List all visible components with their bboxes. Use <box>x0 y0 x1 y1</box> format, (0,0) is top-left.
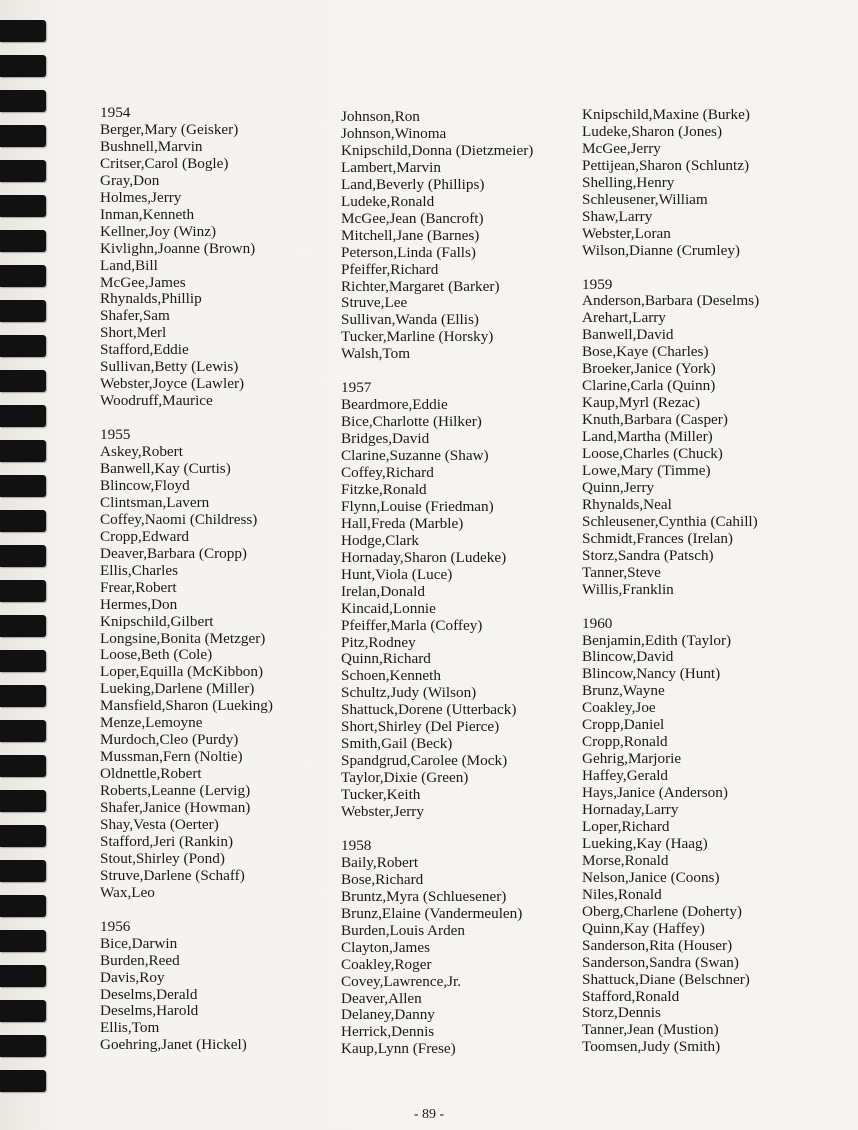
student-name: Shafer,Sam <box>100 307 170 325</box>
binding-ring <box>0 755 46 777</box>
student-name: Rhynalds,Phillip <box>100 290 202 308</box>
student-name: Covey,Lawrence,Jr. <box>341 972 462 990</box>
student-name: Frear,Robert <box>100 578 177 596</box>
binding-ring <box>0 825 46 847</box>
class-section <box>582 616 759 1057</box>
binding-ring <box>0 335 46 357</box>
binding-ring <box>0 265 46 287</box>
student-name: Schleusener,Cynthia (Cahill) <box>582 512 758 530</box>
binding-ring <box>0 55 46 77</box>
student-name: Baily,Robert <box>341 853 419 871</box>
student-name: Bruntz,Myra (Schluesener) <box>341 887 507 905</box>
binding-ring <box>0 1000 46 1022</box>
student-name: Kivlighn,Joanne (Brown) <box>100 239 256 257</box>
student-name: Oldnettle,Robert <box>100 765 202 783</box>
binding-ring <box>0 20 46 42</box>
student-name: Stafford,Ronald <box>582 987 680 1005</box>
student-name: Inman,Kenneth <box>100 205 195 223</box>
student-name: Ellis,Charles <box>100 561 179 579</box>
binding-ring <box>0 895 46 917</box>
class-section <box>341 109 533 363</box>
student-name: Storz,Sandra (Patsch) <box>582 546 714 564</box>
student-name: Toomsen,Judy (Smith) <box>582 1038 721 1056</box>
student-name: Shafer,Janice (Howman) <box>100 799 251 817</box>
student-name: Banwell,Kay (Curtis) <box>100 460 231 477</box>
student-name: Loose,Charles (Chuck) <box>582 445 723 463</box>
student-name: Blincow,Nancy (Hunt) <box>582 665 721 683</box>
class-year-heading: 1955 <box>100 426 131 444</box>
student-name: Mansfield,Sharon (Lueking) <box>100 697 273 715</box>
student-name: Morse,Ronald <box>582 851 669 869</box>
class-year-heading: 1960 <box>582 614 613 632</box>
student-name: Storz,Dennis <box>582 1004 661 1022</box>
class-year-heading: 1959 <box>582 275 613 293</box>
student-name: Shattuck,Diane (Belschner) <box>582 970 750 988</box>
student-name: Pfeiffer,Richard <box>341 260 439 278</box>
student-name: Beardmore,Eddie <box>341 396 448 414</box>
student-name: Stafford,Jeri (Rankin) <box>100 832 234 850</box>
binding-ring <box>0 790 46 812</box>
student-name: Stafford,Eddie <box>100 341 189 359</box>
binding-ring <box>0 965 46 987</box>
column-2 <box>341 109 533 1075</box>
student-name: Stout,Shirley (Pond) <box>100 849 225 867</box>
binding-ring <box>0 370 46 392</box>
student-name: Struve,Darlene (Schaff) <box>100 866 245 884</box>
column-1 <box>100 105 273 1071</box>
student-name: Kincaid,Lonnie <box>341 599 436 617</box>
binding-ring <box>0 685 46 707</box>
student-name: Benjamin,Edith (Taylor) <box>582 631 732 649</box>
binding-ring <box>0 1070 46 1092</box>
class-section <box>582 277 759 599</box>
student-name: Goehring,Janet (Hickel) <box>100 1036 247 1054</box>
student-name: Berger,Mary (Geisker) <box>100 120 239 138</box>
student-name: Sullivan,Betty (Lewis) <box>100 358 239 376</box>
student-name: Knipschild,Gilbert <box>100 612 214 630</box>
student-name: Hornaday,Larry <box>582 801 679 819</box>
student-name: Short,Shirley (Del Pierce) <box>341 718 500 736</box>
student-name: Banwell,David <box>582 326 674 344</box>
student-name: Deselms,Derald <box>100 985 198 1003</box>
student-name: Pettijean,Sharon (Schluntz) <box>582 156 750 174</box>
binding-ring <box>0 475 46 497</box>
class-section <box>100 427 273 902</box>
student-name: Bose,Kaye (Charles) <box>582 343 709 361</box>
student-name: Bridges,David <box>341 430 430 448</box>
student-name: Schultz,Judy (Wilson) <box>341 684 477 702</box>
student-name: Nelson,Janice (Coons) <box>582 868 720 886</box>
class-section <box>341 380 533 821</box>
student-name: Taylor,Dixie (Green) <box>341 769 469 787</box>
student-name: Struve,Lee <box>341 294 408 312</box>
student-name: Bushnell,Marvin <box>100 137 203 155</box>
student-name: Shaw,Larry <box>582 207 653 225</box>
student-name: Pfeiffer,Marla (Coffey) <box>341 616 483 634</box>
student-name: Lambert,Marvin <box>341 158 441 176</box>
binding-ring <box>0 545 46 567</box>
class-year-heading: 1957 <box>341 379 372 397</box>
student-name: Tucker,Marline (Horsky) <box>341 328 494 346</box>
student-name: Gehrig,Marjorie <box>582 750 682 768</box>
student-name: Roberts,Leanne (Lervig) <box>100 782 251 800</box>
student-name: Herrick,Dennis <box>341 1023 435 1041</box>
student-name: Mitchell,Jane (Barnes) <box>341 226 480 244</box>
student-name: Deaver,Allen <box>341 989 422 1007</box>
student-name: Clintsman,Lavern <box>100 493 210 511</box>
student-name: Sullivan,Wanda (Ellis) <box>341 311 479 329</box>
student-name: Knuth,Barbara (Casper) <box>582 411 728 429</box>
student-name: Lueking,Darlene (Miller) <box>100 680 255 698</box>
student-name: Blincow,Floyd <box>100 476 190 494</box>
binding-ring <box>0 720 46 742</box>
student-name: Loper,Equilla (McKibbon) <box>100 663 264 681</box>
student-name: McGee,Jerry <box>582 139 661 157</box>
binding-ring <box>0 650 46 672</box>
student-name: Niles,Ronald <box>582 885 662 903</box>
student-name: Brunz,Elaine (Vandermeulen) <box>341 904 523 922</box>
binding-ring <box>0 90 46 112</box>
student-name: Haffey,Gerald <box>582 767 669 785</box>
student-name: Shay,Vesta (Oerter) <box>100 816 219 834</box>
page-number: - 89 - <box>413 1107 445 1122</box>
student-name: Flynn,Louise (Friedman) <box>341 497 494 515</box>
student-name: Spandgrud,Carolee (Mock) <box>341 752 508 770</box>
student-name: Schmidt,Frances (Irelan) <box>582 529 733 547</box>
student-name: Broeker,Janice (York) <box>582 360 716 378</box>
student-name: Coakley,Roger <box>341 955 432 973</box>
binding-ring <box>0 930 46 952</box>
student-name: Delaney,Danny <box>341 1006 435 1024</box>
student-name: Sanderson,Rita (Houser) <box>582 936 733 954</box>
student-name: Tanner,Jean (Mustion) <box>582 1021 719 1039</box>
student-name: Wax,Leo <box>100 883 155 901</box>
binding-ring <box>0 615 46 637</box>
student-name: Arehart,Larry <box>582 309 666 327</box>
student-name: Cropp,Ronald <box>582 733 668 751</box>
student-name: Wilson,Dianne (Crumley) <box>582 241 740 259</box>
student-name: Quinn,Jerry <box>582 478 655 496</box>
student-name: Lowe,Mary (Timme) <box>582 462 711 479</box>
student-name: Bose,Richard <box>341 870 424 888</box>
binding-ring <box>0 580 46 602</box>
student-name: Gray,Don <box>100 171 160 189</box>
student-name: Knipschild,Maxine (Burke) <box>582 106 750 123</box>
binding-ring <box>0 510 46 532</box>
student-name: Cropp,Daniel <box>582 716 665 734</box>
binding-ring <box>0 195 46 217</box>
class-section <box>100 919 273 1055</box>
student-name: Burden,Reed <box>100 951 180 969</box>
class-section <box>100 105 273 410</box>
student-name: Walsh,Tom <box>341 345 411 363</box>
student-name: Land,Bill <box>100 256 158 274</box>
student-name: Burden,Louis Arden <box>341 921 466 939</box>
student-name: Hornaday,Sharon (Ludeke) <box>341 548 507 566</box>
student-name: Hunt,Viola (Luce) <box>341 565 453 583</box>
student-name: Clarine,Carla (Quinn) <box>582 377 716 395</box>
student-name: Irelan,Donald <box>341 582 425 600</box>
student-name: Davis,Roy <box>100 968 165 986</box>
student-name: Quinn,Richard <box>341 650 431 668</box>
student-name: Webster,Joyce (Lawler) <box>100 375 245 393</box>
student-name: Lueking,Kay (Haag) <box>582 834 708 852</box>
student-name: Short,Merl <box>100 324 167 342</box>
student-name: Deselms,Harold <box>100 1002 199 1020</box>
student-name: Webster,Jerry <box>341 803 424 821</box>
student-name: McGee,James <box>100 273 186 291</box>
student-name: Hodge,Clark <box>341 531 420 549</box>
binding-ring <box>0 405 46 427</box>
student-name: Murdoch,Cleo (Purdy) <box>100 731 239 749</box>
binding-ring <box>0 160 46 182</box>
student-name: Knipschild,Donna (Dietzmeier) <box>341 141 534 159</box>
student-name: Menze,Lemoyne <box>100 714 203 732</box>
student-name: Willis,Franklin <box>582 580 674 598</box>
student-name: Coakley,Joe <box>582 699 656 717</box>
student-name: Sanderson,Sandra (Swan) <box>582 953 739 971</box>
student-name: Coffey,Richard <box>341 464 434 481</box>
student-name: Ludeke,Sharon (Jones) <box>582 122 723 140</box>
class-year-heading: 1958 <box>341 836 372 854</box>
student-name: Ellis,Tom <box>100 1019 160 1037</box>
student-name: Smith,Gail (Beck) <box>341 735 453 753</box>
student-name: Kaup,Myrl (Rezac) <box>582 394 701 412</box>
student-name: Loper,Richard <box>582 818 670 835</box>
class-section <box>341 838 533 1058</box>
student-name: Ludeke,Ronald <box>341 192 435 210</box>
binding-ring <box>0 1035 46 1057</box>
student-name: Hermes,Don <box>100 595 178 613</box>
column-3 <box>582 107 759 1073</box>
class-year-heading: 1956 <box>100 917 131 935</box>
student-name: Hays,Janice (Anderson) <box>582 784 728 802</box>
student-name: Loose,Beth (Cole) <box>100 646 213 664</box>
binding-ring <box>0 300 46 322</box>
student-name: Land,Beverly (Phillips) <box>341 175 485 193</box>
student-name: Kaup,Lynn (Frese) <box>341 1040 456 1058</box>
student-name: Woodruff,Maurice <box>100 392 213 410</box>
spiral-binding <box>0 20 48 1120</box>
student-name: Kellner,Joy (Winz) <box>100 222 217 240</box>
student-name: Anderson,Barbara (Deselms) <box>582 292 760 310</box>
student-name: Coffey,Naomi (Childress) <box>100 510 258 528</box>
student-name: Longsine,Bonita (Metzger) <box>100 629 266 647</box>
student-name: Quinn,Kay (Haffey) <box>582 919 705 937</box>
student-name: Johnson,Ron <box>341 108 420 125</box>
student-name: Clayton,James <box>341 938 431 956</box>
student-name: Rhynalds,Neal <box>582 495 672 513</box>
student-name: Cropp,Edward <box>100 527 189 545</box>
class-year-heading: 1954 <box>100 104 131 121</box>
student-name: Askey,Robert <box>100 443 183 461</box>
student-name: Deaver,Barbara (Cropp) <box>100 544 247 562</box>
student-name: Tanner,Steve <box>582 563 661 581</box>
student-name: Bice,Charlotte (Hilker) <box>341 413 482 431</box>
student-name: Schleusener,William <box>582 190 708 208</box>
student-name: Shelling,Henry <box>582 173 675 191</box>
class-section <box>582 107 759 260</box>
student-name: Tucker,Keith <box>341 786 421 804</box>
student-name: Shattuck,Dorene (Utterback) <box>341 701 517 719</box>
binding-ring <box>0 440 46 462</box>
student-name: Richter,Margaret (Barker) <box>341 277 500 295</box>
binding-ring <box>0 125 46 147</box>
student-name: Peterson,Linda (Falls) <box>341 243 476 261</box>
student-name: McGee,Jean (Bancroft) <box>341 209 484 227</box>
student-name: Schoen,Kenneth <box>341 667 441 685</box>
student-name: Blincow,David <box>582 648 674 666</box>
student-name: Pitz,Rodney <box>341 633 416 651</box>
student-name: Webster,Loran <box>582 224 671 242</box>
student-name: Mussman,Fern (Noltie) <box>100 748 243 766</box>
student-name: Clarine,Suzanne (Shaw) <box>341 447 489 465</box>
student-name: Oberg,Charlene (Doherty) <box>582 902 742 920</box>
student-name: Land,Martha (Miller) <box>582 428 713 446</box>
student-name: Critser,Carol (Bogle) <box>100 154 229 172</box>
student-name: Holmes,Jerry <box>100 188 182 206</box>
binding-ring <box>0 860 46 882</box>
binding-ring <box>0 230 46 252</box>
student-name: Hall,Freda (Marble) <box>341 514 464 532</box>
student-name: Fitzke,Ronald <box>341 480 427 498</box>
student-name: Johnson,Winoma <box>341 124 447 142</box>
student-name: Brunz,Wayne <box>582 682 665 700</box>
student-name: Bice,Darwin <box>100 934 178 952</box>
